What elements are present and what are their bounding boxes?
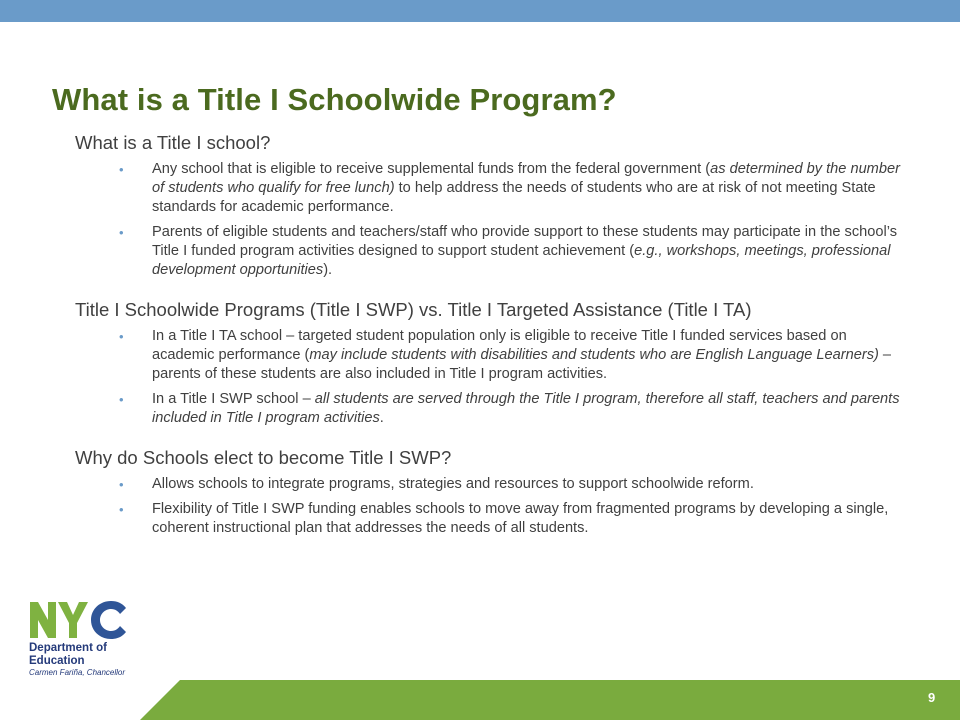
bullet-text	[152, 500, 910, 538]
logo-department-text: Department of	[29, 642, 107, 654]
top-accent-bar	[0, 0, 960, 22]
italic-text-run: e.g., workshops, meetings, professional development opportunities	[152, 243, 891, 278]
bullet-item	[75, 223, 930, 280]
text-run: Any school that is eligible to receive supplemental funds from the federal government (	[152, 161, 711, 177]
bullet-item	[75, 327, 930, 384]
bullet-dot-icon: •	[119, 329, 124, 344]
text-run: to help address the needs of students who are at risk of not meeting State standards for academic performance.	[152, 180, 876, 215]
italic-text-run: all students are served through the Title I program, therefore all staff, teachers and parents included in Title I program activities	[152, 391, 900, 426]
bullet-text	[152, 160, 910, 217]
section-what-is-title-i	[75, 131, 930, 280]
bullet-text	[152, 390, 910, 428]
text-run: In a Title I SWP school –	[152, 391, 315, 407]
text-run: ).	[323, 262, 333, 278]
text-run: In a Title I TA school – targeted student population only is eligible to receive Title I funded services based on academic performance (	[152, 328, 847, 363]
text-run: Parents of eligible students and teachers/staff who provide support to these students may participate in the school’s Title I funded program activities designed to support student achievement (	[152, 224, 897, 259]
bullet-item	[75, 160, 930, 217]
text-run: – parents of these students are also included in Title I program activities.	[152, 347, 892, 382]
bullet-list	[75, 327, 930, 428]
nyc-wordmark-logo	[28, 600, 128, 640]
text-run: .	[379, 410, 384, 426]
slide-title: What is a Title I Schoolwide Program?	[52, 82, 617, 117]
bullet-list	[75, 160, 930, 280]
bullet-text	[152, 475, 910, 494]
nyc-wordmark-shape	[30, 601, 126, 639]
section-heading: Why do Schools elect to become Title I SWP?	[75, 447, 452, 468]
bullet-dot-icon: •	[119, 162, 124, 177]
section-why-become-swp	[75, 446, 930, 538]
bottom-bar-shape	[140, 680, 960, 720]
italic-text-run: as determined by the number of students who qualify for free lunch)	[152, 161, 900, 196]
text-run: Allows schools to integrate programs, strategies and resources to support schoolwide reform.	[152, 476, 754, 492]
bullet-text	[152, 223, 910, 280]
bullet-dot-icon: •	[119, 392, 124, 407]
section-heading: What is a Title I school?	[75, 132, 271, 153]
bullet-dot-icon: •	[119, 477, 124, 492]
logo-education-text: Education	[29, 655, 85, 667]
page-number: 9	[928, 690, 936, 705]
bullet-list	[75, 475, 930, 538]
section-swp-vs-ta	[75, 298, 930, 428]
bullet-item	[75, 390, 930, 428]
nyc-doe-logo	[28, 600, 138, 680]
bullet-dot-icon: •	[119, 502, 124, 517]
slide-content	[75, 131, 930, 548]
bottom-accent-bar	[0, 680, 960, 720]
text-run: Flexibility of Title I SWP funding enables schools to move away from fragmented programs by developing a single, coherent instructional plan that addresses the needs of all students.	[152, 501, 889, 536]
section-heading: Title I Schoolwide Programs (Title I SWP) vs. Title I Targeted Assistance (Title I TA)	[75, 299, 752, 320]
bullet-dot-icon: •	[119, 225, 124, 240]
italic-text-run: may include students with disabilities and students who are English Language Learners)	[309, 347, 879, 363]
bullet-item	[75, 500, 930, 538]
logo-chancellor-text: Carmen Fariña, Chancellor	[29, 668, 126, 677]
bullet-item	[75, 475, 930, 494]
bullet-text	[152, 327, 910, 384]
